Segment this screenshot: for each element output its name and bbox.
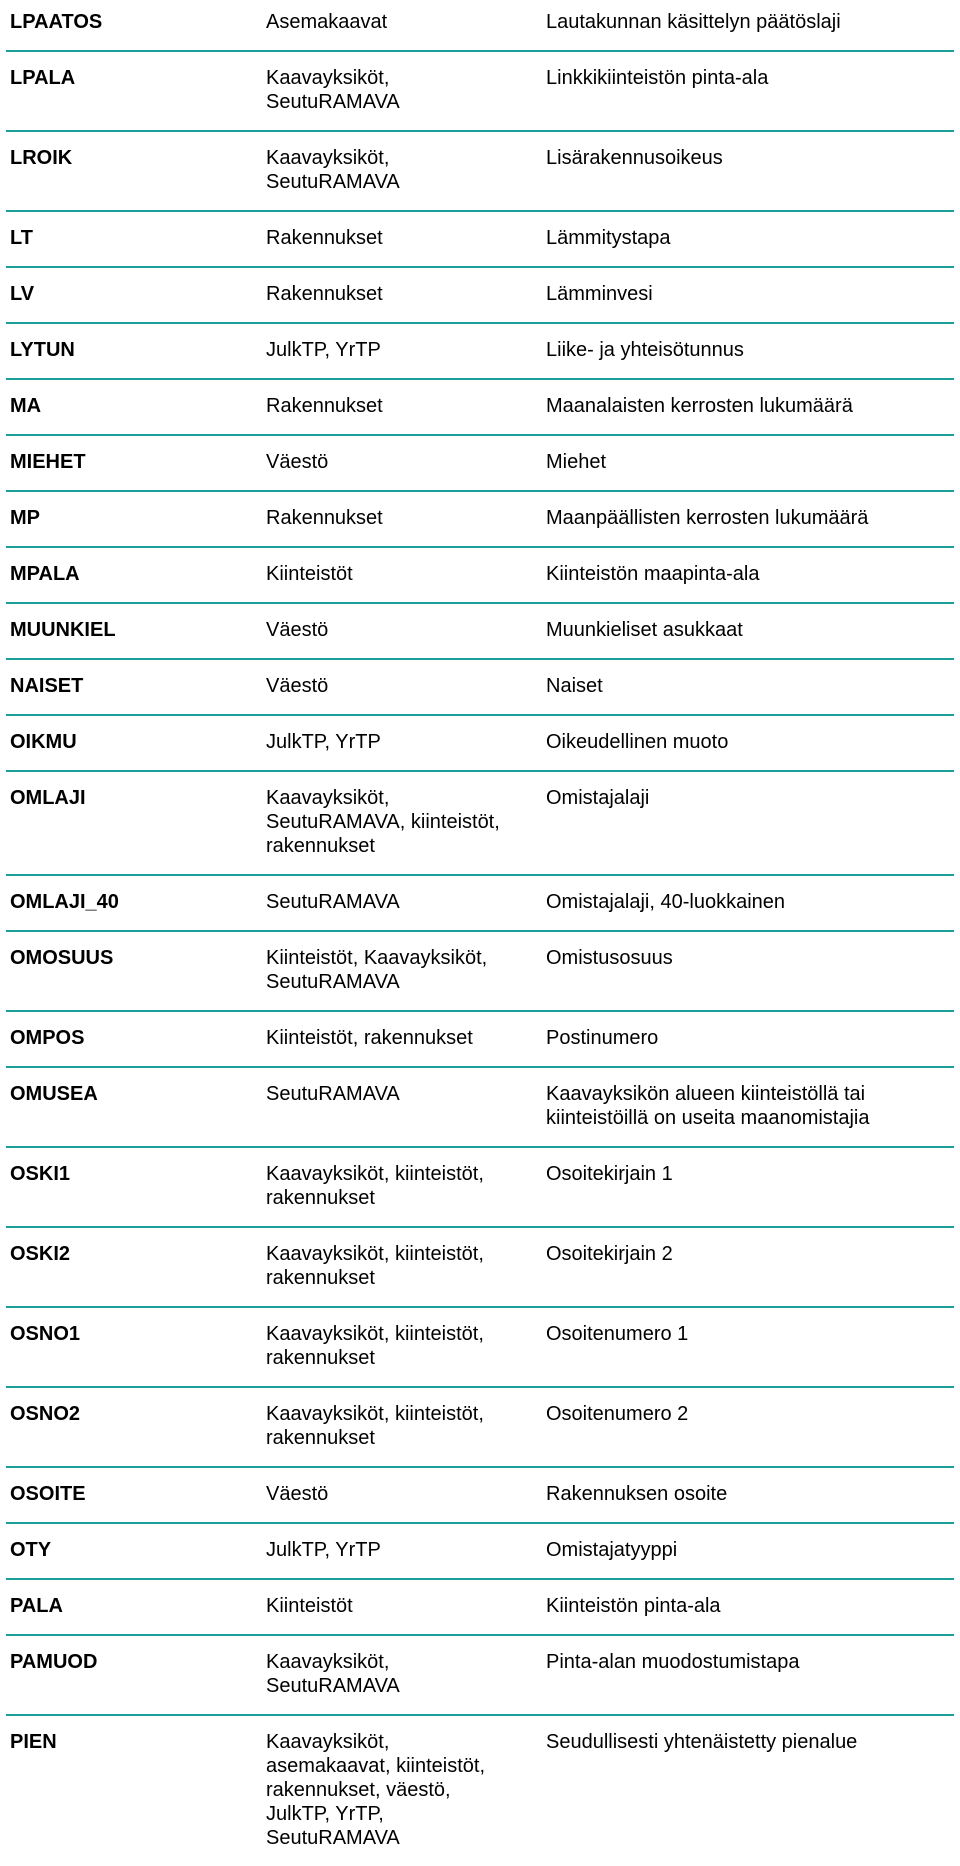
source-cell [266, 394, 546, 434]
description-cell [546, 674, 954, 714]
table-row [6, 604, 954, 660]
code-cell-line: MP [10, 507, 40, 529]
code-cell-line: OMLAJI_40 [10, 891, 119, 913]
code-cell-line: LT [10, 227, 33, 249]
code-cell [6, 1242, 266, 1306]
description-cell [546, 562, 954, 602]
source-cell [266, 1650, 546, 1714]
source-cell-line: asemakaavat, kiinteistöt, [266, 1755, 485, 1777]
description-cell-line: Osoitenumero 2 [546, 1403, 689, 1425]
code-cell-line: PAMUOD [10, 1651, 98, 1673]
table-row [6, 380, 954, 436]
code-cell-line: OSNO1 [10, 1323, 81, 1345]
code-cell [6, 450, 266, 490]
code-cell [6, 66, 266, 130]
source-cell [266, 338, 546, 378]
description-cell-line: Osoitenumero 1 [546, 1323, 689, 1345]
source-cell [266, 506, 546, 546]
source-cell-line: rakennukset [266, 835, 375, 857]
table-row [6, 548, 954, 604]
code-cell-line: MIEHET [10, 451, 86, 473]
table-row [6, 660, 954, 716]
code-cell-line: LPALA [10, 67, 76, 89]
table-row [6, 932, 954, 1012]
source-cell-line: SeutuRAMAVA [266, 1675, 400, 1697]
code-cell [6, 1026, 266, 1066]
code-cell [6, 618, 266, 658]
description-cell-line: Miehet [546, 451, 607, 473]
source-cell [266, 146, 546, 210]
code-cell-line: LPAATOS [10, 11, 103, 33]
code-cell [6, 1322, 266, 1386]
description-cell [546, 1538, 954, 1578]
source-cell [266, 282, 546, 322]
description-cell [546, 1322, 954, 1386]
description-cell [546, 1402, 954, 1466]
source-cell-line: JulkTP, YrTP, [266, 1803, 384, 1825]
code-cell-line: OMPOS [10, 1027, 85, 1049]
source-cell [266, 1322, 546, 1386]
table-row [6, 212, 954, 268]
source-cell-line: Rakennukset [266, 227, 383, 249]
table-row [6, 1012, 954, 1068]
code-cell-line: OIKMU [10, 731, 77, 753]
table-row [6, 1524, 954, 1580]
code-cell [6, 1594, 266, 1634]
description-cell [546, 1594, 954, 1634]
table-row [6, 1388, 954, 1468]
source-cell [266, 674, 546, 714]
code-cell [6, 394, 266, 434]
source-cell [266, 1026, 546, 1066]
description-cell [546, 394, 954, 434]
description-cell-line: Lämmitystapa [546, 227, 671, 249]
description-cell [546, 506, 954, 546]
table-row [6, 324, 954, 380]
code-cell-line: OMLAJI [10, 787, 86, 809]
description-cell [546, 450, 954, 490]
source-cell [266, 786, 546, 874]
code-cell-line: OSKI2 [10, 1243, 71, 1265]
code-cell [6, 1162, 266, 1226]
source-cell-line: JulkTP, YrTP [266, 1539, 381, 1561]
source-cell [266, 1538, 546, 1578]
source-cell-line: Kaavayksiköt, [266, 67, 390, 89]
source-cell-line: rakennukset [266, 1347, 375, 1369]
code-cell [6, 338, 266, 378]
table-row [6, 436, 954, 492]
source-cell-line: Kaavayksiköt, kiinteistöt, [266, 1163, 484, 1185]
table-row [6, 268, 954, 324]
table-row [6, 876, 954, 932]
table-row [6, 1148, 954, 1228]
description-cell [546, 226, 954, 266]
source-cell [266, 1402, 546, 1466]
description-cell-line: Maanpäällisten kerrosten lukumäärä [546, 507, 869, 529]
code-cell-line: OMUSEA [10, 1083, 98, 1105]
source-cell [266, 1594, 546, 1634]
code-cell [6, 10, 266, 50]
description-cell-line: Kaavayksikön alueen kiinteistöllä tai [546, 1083, 866, 1105]
description-cell-line: Maanalaisten kerrosten lukumäärä [546, 395, 853, 417]
description-cell-line: Oikeudellinen muoto [546, 731, 729, 753]
source-cell [266, 1242, 546, 1306]
source-cell [266, 1730, 546, 1866]
description-cell [546, 1162, 954, 1226]
description-cell [546, 1082, 954, 1146]
source-cell-line: SeutuRAMAVA [266, 171, 400, 193]
source-cell-line: Kiinteistöt [266, 563, 353, 585]
code-cell-line: OMOSUUS [10, 947, 114, 969]
description-cell-line: kiinteistöillä on useita maanomistajia [546, 1107, 870, 1129]
description-cell [546, 1730, 954, 1866]
code-cell-line: LV [10, 283, 35, 305]
description-cell-line: Postinumero [546, 1027, 659, 1049]
code-cell-line: MPALA [10, 563, 80, 585]
source-cell [266, 946, 546, 1010]
description-cell [546, 1482, 954, 1522]
description-cell-line: Omistajalaji, 40-luokkainen [546, 891, 786, 913]
source-cell-line: Rakennukset [266, 283, 383, 305]
code-cell [6, 226, 266, 266]
source-cell [266, 226, 546, 266]
code-cell [6, 730, 266, 770]
description-cell-line: Rakennuksen osoite [546, 1483, 728, 1505]
source-cell-line: Kaavayksiköt, kiinteistöt, [266, 1323, 484, 1345]
description-cell [546, 946, 954, 1010]
code-cell-line: PIEN [10, 1731, 57, 1753]
code-cell-line: PALA [10, 1595, 63, 1617]
source-cell-line: Väestö [266, 1483, 329, 1505]
table-row [6, 1068, 954, 1148]
description-cell [546, 338, 954, 378]
source-cell [266, 10, 546, 50]
source-cell-line: SeutuRAMAVA, kiinteistöt, [266, 811, 500, 833]
source-cell [266, 66, 546, 130]
description-cell-line: Omistusosuus [546, 947, 673, 969]
description-cell-line: Lisärakennusoikeus [546, 147, 723, 169]
source-cell-line: rakennukset [266, 1187, 375, 1209]
description-cell [546, 1026, 954, 1066]
code-cell-line: LROIK [10, 147, 73, 169]
attribute-table [6, 0, 954, 1866]
source-cell-line: rakennukset, väestö, [266, 1779, 451, 1801]
source-cell [266, 450, 546, 490]
description-cell-line: Osoitekirjain 1 [546, 1163, 673, 1185]
description-cell [546, 786, 954, 874]
table-row [6, 1716, 954, 1866]
code-cell [6, 1402, 266, 1466]
description-cell [546, 10, 954, 50]
description-cell-line: Osoitekirjain 2 [546, 1243, 673, 1265]
code-cell [6, 1538, 266, 1578]
source-cell-line: Kaavayksiköt, kiinteistöt, [266, 1403, 484, 1425]
code-cell [6, 282, 266, 322]
description-cell-line: Kiinteistön maapinta-ala [546, 563, 760, 585]
description-cell-line: Omistajatyyppi [546, 1539, 678, 1561]
description-cell-line: Lautakunnan käsittelyn päätöslaji [546, 11, 841, 33]
code-cell-line: LYTUN [10, 339, 75, 361]
source-cell-line: Kiinteistöt, rakennukset [266, 1027, 473, 1049]
source-cell-line: Kiinteistöt [266, 1595, 353, 1617]
table-row [6, 1636, 954, 1716]
source-cell [266, 562, 546, 602]
code-cell [6, 786, 266, 874]
source-cell-line: SeutuRAMAVA [266, 971, 400, 993]
source-cell-line: SeutuRAMAVA [266, 1083, 400, 1105]
description-cell [546, 1242, 954, 1306]
table-row [6, 132, 954, 212]
source-cell [266, 890, 546, 930]
code-cell-line: MA [10, 395, 42, 417]
code-cell [6, 946, 266, 1010]
code-cell [6, 674, 266, 714]
source-cell-line: Kaavayksiköt, [266, 147, 390, 169]
table-row [6, 492, 954, 548]
source-cell-line: rakennukset [266, 1267, 375, 1289]
source-cell-line: Kiinteistöt, Kaavayksiköt, [266, 947, 488, 969]
code-cell-line: OSOITE [10, 1483, 86, 1505]
source-cell-line: rakennukset [266, 1427, 375, 1449]
source-cell-line: Rakennukset [266, 395, 383, 417]
source-cell-line: SeutuRAMAVA [266, 91, 400, 113]
source-cell [266, 1082, 546, 1146]
description-cell-line: Liike- ja yhteisötunnus [546, 339, 744, 361]
code-cell-line: OSKI1 [10, 1163, 71, 1185]
description-cell [546, 730, 954, 770]
description-cell-line: Pinta-alan muodostumistapa [546, 1651, 800, 1673]
code-cell [6, 506, 266, 546]
source-cell-line: Kaavayksiköt, [266, 1731, 390, 1753]
table-row [6, 52, 954, 132]
description-cell [546, 1650, 954, 1714]
description-cell [546, 146, 954, 210]
description-cell-line: Muunkieliset asukkaat [546, 619, 743, 641]
description-cell-line: Lämminvesi [546, 283, 653, 305]
source-cell-line: JulkTP, YrTP [266, 731, 381, 753]
source-cell-line: Kaavayksiköt, [266, 1651, 390, 1673]
source-cell-line: Väestö [266, 619, 329, 641]
description-cell [546, 890, 954, 930]
table-row [6, 10, 954, 52]
description-cell [546, 282, 954, 322]
source-cell [266, 1162, 546, 1226]
code-cell [6, 890, 266, 930]
source-cell [266, 730, 546, 770]
source-cell-line: SeutuRAMAVA [266, 1827, 400, 1849]
source-cell-line: SeutuRAMAVA [266, 891, 400, 913]
source-cell-line: Väestö [266, 451, 329, 473]
code-cell [6, 1482, 266, 1522]
source-cell-line: Asemakaavat [266, 11, 388, 33]
table-row [6, 1308, 954, 1388]
table-row [6, 1580, 954, 1636]
description-cell-line: Omistajalaji [546, 787, 650, 809]
table-row [6, 1468, 954, 1524]
code-cell [6, 1082, 266, 1146]
table-row [6, 772, 954, 876]
description-cell [546, 618, 954, 658]
description-cell-line: Naiset [546, 675, 603, 697]
code-cell-line: MUUNKIEL [10, 619, 116, 641]
source-cell [266, 618, 546, 658]
table-row [6, 716, 954, 772]
code-cell-line: OTY [10, 1539, 52, 1561]
source-cell-line: Kaavayksiköt, [266, 787, 390, 809]
source-cell-line: Rakennukset [266, 507, 383, 529]
source-cell-line: JulkTP, YrTP [266, 339, 381, 361]
source-cell-line: Kaavayksiköt, kiinteistöt, [266, 1243, 484, 1265]
description-cell-line: Kiinteistön pinta-ala [546, 1595, 721, 1617]
table-row [6, 1228, 954, 1308]
description-cell-line: Seudullisesti yhtenäistetty pienalue [546, 1731, 858, 1753]
code-cell [6, 1730, 266, 1866]
code-cell [6, 1650, 266, 1714]
description-cell-line: Linkkikiinteistön pinta-ala [546, 67, 769, 89]
description-cell [546, 66, 954, 130]
code-cell-line: NAISET [10, 675, 84, 697]
code-cell [6, 562, 266, 602]
source-cell-line: Väestö [266, 675, 329, 697]
code-cell-line: OSNO2 [10, 1403, 81, 1425]
code-cell [6, 146, 266, 210]
source-cell [266, 1482, 546, 1522]
